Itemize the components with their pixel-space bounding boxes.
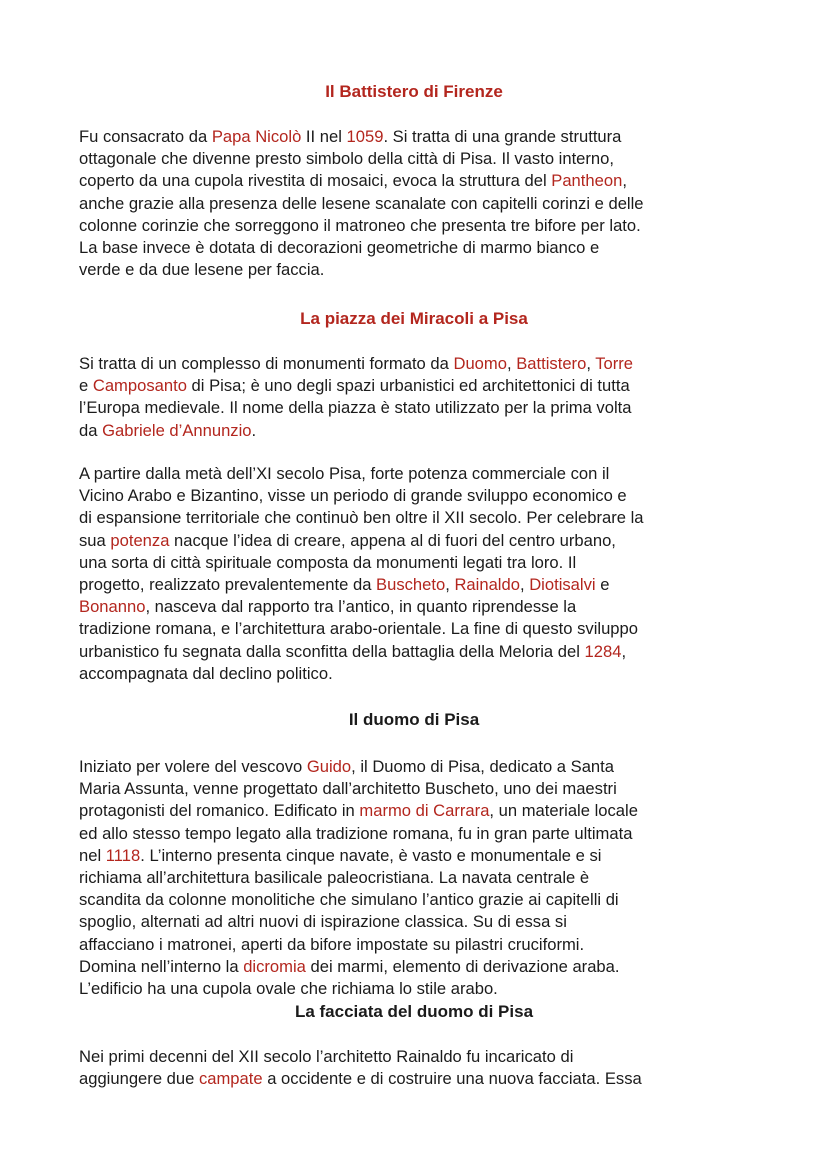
text-run: l’Europa medievale. Il nome della piazza è stato utilizzato per la prima volta xyxy=(79,398,632,418)
text-run: scandita da colonne monolitiche che simulano l’antico grazie ai capitelli di xyxy=(79,890,619,910)
keyword-term: Gabriele d’Annunzio xyxy=(102,420,252,440)
text-run: Fu consacrato da xyxy=(79,127,212,146)
text-run: Iniziato per volere del vescovo xyxy=(79,757,307,776)
text-run: , xyxy=(586,354,596,373)
heading-facciata: La facciata del duomo di Pisa xyxy=(294,1002,534,1021)
text-run: . L’interno presenta cinque navate, è vasto e monumentale e si xyxy=(140,845,602,865)
text-line xyxy=(79,663,751,685)
text-line xyxy=(79,126,751,148)
text-run: a occidente e di costruire una nuova facciata. Essa xyxy=(262,1069,642,1089)
text-line xyxy=(79,237,751,259)
paragraph-piazza-2 xyxy=(79,463,751,685)
paragraph-battistero xyxy=(79,126,751,281)
text-line xyxy=(79,823,751,845)
text-run: dei marmi, elemento di derivazione araba. xyxy=(305,956,620,976)
text-run: , xyxy=(519,575,530,595)
heading-piazza-miracoli: La piazza dei Miracoli a Pisa xyxy=(300,309,528,328)
heading-duomo: Il duomo di Pisa xyxy=(348,710,480,729)
keyword-term: 1284 xyxy=(584,641,622,661)
text-run: una sorta di città spirituale composta da monumenti legati tra loro. Il xyxy=(79,552,577,572)
keyword-term: 1118 xyxy=(105,845,141,865)
text-run: colonne corinzie che sorreggono il matroneo che presenta tre bifore per lato. xyxy=(79,215,641,235)
text-run: A partire dalla metà dell’XI secolo Pisa, forte potenza commerciale con il xyxy=(79,464,610,483)
keyword-term: Bonanno xyxy=(79,597,146,617)
text-line xyxy=(79,618,751,640)
text-line xyxy=(79,1046,751,1068)
text-line xyxy=(79,934,751,956)
text-run: e xyxy=(595,575,610,595)
text-run: da xyxy=(79,420,103,440)
text-line xyxy=(79,800,751,822)
text-line xyxy=(79,463,751,485)
text-run: aggiungere due xyxy=(79,1069,199,1089)
text-line xyxy=(79,353,751,375)
text-run: , un materiale locale xyxy=(489,801,638,821)
keyword-term: Buscheto xyxy=(376,575,446,595)
keyword-term: marmo di Carrara xyxy=(359,801,490,821)
text-run: richiama all’architettura basilicale paleocristiana. La navata centrale è xyxy=(79,868,590,888)
text-line xyxy=(79,485,751,507)
text-line xyxy=(79,420,751,442)
text-line xyxy=(79,574,751,596)
text-run: La base invece è dotata di decorazioni geometriche di marmo bianco e xyxy=(79,238,600,258)
text-line xyxy=(79,170,751,192)
text-run: di Pisa; è uno degli spazi urbanistici ed architettonici di tutta xyxy=(186,376,630,396)
text-run: di espansione territoriale che continuò ben oltre il XII secolo. Per celebrare la xyxy=(79,508,644,528)
text-run: e xyxy=(79,376,93,396)
text-run: accompagnata dal declino politico. xyxy=(79,663,333,683)
text-line xyxy=(79,193,751,215)
text-run: Domina nell’interno la xyxy=(79,956,244,976)
text-line xyxy=(79,375,751,397)
text-line xyxy=(79,956,751,978)
text-run: , xyxy=(622,171,627,191)
text-run: . Si tratta di una grande struttura xyxy=(383,127,622,146)
keyword-term: 1059 xyxy=(346,127,384,146)
text-line xyxy=(79,911,751,933)
text-run: , nasceva dal rapporto tra l’antico, in quanto riprendesse la xyxy=(145,597,577,617)
keyword-term: Rainaldo xyxy=(454,575,520,595)
text-run: , xyxy=(506,354,517,373)
text-line xyxy=(79,845,751,867)
text-run: Vicino Arabo e Bizantino, visse un periodo di grande sviluppo economico e xyxy=(79,486,627,506)
keyword-term: Pantheon xyxy=(551,171,623,191)
text-run: affacciano i matronei, aperti da bifore impostate su pilastri cruciformi. xyxy=(79,934,585,954)
text-line xyxy=(79,889,751,911)
paragraph-piazza-1 xyxy=(79,353,751,442)
keyword-term: Torre xyxy=(595,354,634,373)
text-line xyxy=(79,148,751,170)
text-run: tradizione romana, e l’architettura arabo-orientale. La fine di questo sviluppo xyxy=(79,619,638,639)
keyword-term: Guido xyxy=(306,757,352,776)
text-run: L’edificio ha una cupola ovale che richiama lo stile arabo. xyxy=(79,979,498,999)
text-run: sua xyxy=(79,530,111,550)
text-run: ottagonale che divenne presto simbolo della città di Pisa. Il vasto interno, xyxy=(79,149,615,169)
text-run: II nel xyxy=(301,127,347,146)
text-line xyxy=(79,530,751,552)
text-run: Nei primi decenni del XII secolo l’architetto Rainaldo fu incaricato di xyxy=(79,1047,574,1066)
text-run: urbanistico fu segnata dalla sconfitta della battaglia della Meloria del xyxy=(79,641,585,661)
paragraph-facciata xyxy=(79,1046,751,1090)
keyword-term: Camposanto xyxy=(92,376,187,396)
text-run: . xyxy=(251,420,257,440)
text-line xyxy=(79,778,751,800)
keyword-term: campate xyxy=(198,1069,263,1089)
text-run: , il Duomo di Pisa, dedicato a Santa xyxy=(351,757,614,776)
text-run: nel xyxy=(79,845,106,865)
text-line xyxy=(79,259,751,281)
text-run: progetto, realizzato prevalentemente da xyxy=(79,575,377,595)
text-run: protagonisti del romanico. Edificato in xyxy=(79,801,360,821)
text-line xyxy=(79,756,751,778)
paragraph-duomo xyxy=(79,756,751,1000)
text-run: anche grazie alla presenza delle lesene scanalate con capitelli corinzi e delle xyxy=(79,193,644,213)
text-run: spoglio, alternati ad altri nuovi di ispirazione classica. Su di essa si xyxy=(79,912,567,932)
keyword-term: Duomo xyxy=(453,354,507,373)
keyword-term: Papa Nicolò xyxy=(211,127,302,146)
text-line xyxy=(79,1068,751,1090)
text-line xyxy=(79,397,751,419)
text-run: ed allo stesso tempo legato alla tradizione romana, fu in gran parte ultimata xyxy=(79,823,633,843)
text-line xyxy=(79,867,751,889)
heading-battistero: Il Battistero di Firenze xyxy=(325,82,503,101)
text-line xyxy=(79,641,751,663)
text-run: verde e da due lesene per faccia. xyxy=(79,260,325,280)
text-run: coperto da una cupola rivestita di mosaici, evoca la struttura del xyxy=(79,171,552,191)
text-line xyxy=(79,978,751,1000)
text-run: Si tratta di un complesso di monumenti formato da xyxy=(79,354,454,373)
keyword-term: Battistero xyxy=(516,354,587,373)
text-line xyxy=(79,507,751,529)
keyword-term: potenza xyxy=(110,530,170,550)
text-line xyxy=(79,552,751,574)
keyword-term: Diotisalvi xyxy=(529,575,596,595)
text-line xyxy=(79,215,751,237)
text-run: Maria Assunta, venne progettato dall’architetto Buscheto, uno dei maestri xyxy=(79,779,617,799)
text-line xyxy=(79,596,751,618)
text-run: nacque l’idea di creare, appena al di fuori del centro urbano, xyxy=(169,530,616,550)
keyword-term: dicromia xyxy=(243,956,306,976)
text-run: , xyxy=(445,575,455,595)
text-run: , xyxy=(621,641,627,661)
